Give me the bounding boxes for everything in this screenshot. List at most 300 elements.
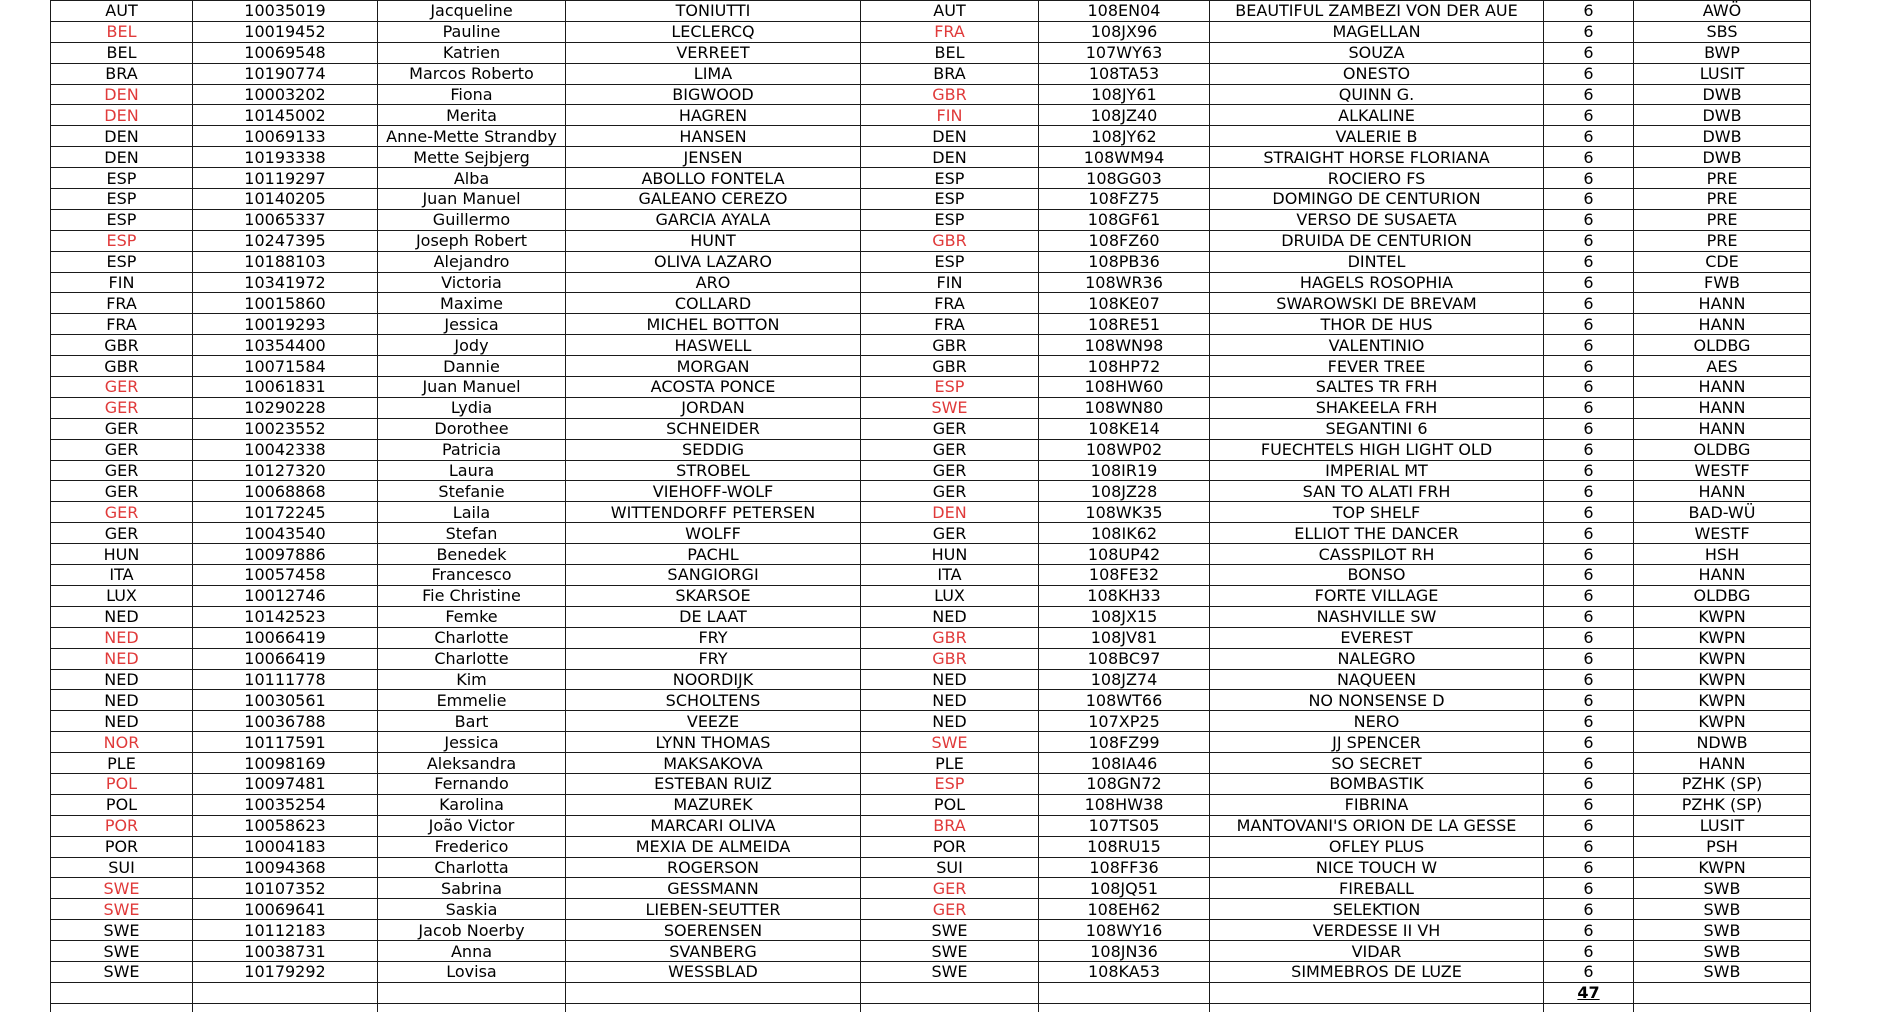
rider-first-name-cell: Juan Manuel (378, 377, 566, 398)
horse-age-cell: 6 (1544, 251, 1634, 272)
horse-name-cell: NICE TOUCH W (1210, 857, 1544, 878)
studbook-cell: FWB (1634, 272, 1811, 293)
horse-name-cell: ELLIOT THE DANCER (1210, 523, 1544, 544)
rider-nation-cell: AUT (51, 1, 193, 22)
rider-nation-cell: FIN (51, 272, 193, 293)
rider-fei-id-cell: 10112183 (193, 920, 378, 941)
table-row (51, 84, 1811, 105)
horse-fei-id-cell: 108TA53 (1039, 63, 1210, 84)
horse-age-cell: 6 (1544, 272, 1634, 293)
table-row (51, 105, 1811, 126)
horse-name-cell: SOUZA (1210, 42, 1544, 63)
horse-age-cell: 6 (1544, 168, 1634, 189)
horse-name-cell: DOMINGO DE CENTURION (1210, 189, 1544, 210)
horse-fei-id-cell: 108WY16 (1039, 920, 1210, 941)
rider-last-name-cell: COLLARD (566, 293, 861, 314)
table-row (51, 606, 1811, 627)
rider-first-name-cell: Lovisa (378, 961, 566, 982)
horse-name-cell: BONSO (1210, 565, 1544, 586)
rider-fei-id-cell: 10003202 (193, 84, 378, 105)
horse-age-cell: 6 (1544, 711, 1634, 732)
rider-last-name-cell: MEXIA DE ALMEIDA (566, 836, 861, 857)
studbook-cell: PRE (1634, 168, 1811, 189)
rider-first-name-cell: Victoria (378, 272, 566, 293)
rider-first-name-cell: Bart (378, 711, 566, 732)
horse-age-cell: 6 (1544, 794, 1634, 815)
table-row (51, 126, 1811, 147)
competing-nation-cell: GER (861, 523, 1039, 544)
rider-first-name-cell: Katrien (378, 42, 566, 63)
rider-nation-cell: BEL (51, 42, 193, 63)
horse-fei-id-cell: 108FZ75 (1039, 189, 1210, 210)
competing-nation-cell: ESP (861, 377, 1039, 398)
studbook-cell: PRE (1634, 230, 1811, 251)
horse-fei-id-cell: 108WN80 (1039, 397, 1210, 418)
tail-cell (1039, 1003, 1210, 1012)
rider-first-name-cell: Femke (378, 606, 566, 627)
competing-nation-cell: DEN (861, 126, 1039, 147)
rider-nation-cell: SWE (51, 941, 193, 962)
rider-nation-cell: FRA (51, 293, 193, 314)
table-row (51, 1, 1811, 22)
rider-last-name-cell: ESTEBAN RUIZ (566, 773, 861, 794)
rider-fei-id-cell: 10012746 (193, 585, 378, 606)
horse-age-cell: 6 (1544, 1, 1634, 22)
tail-cell (51, 1003, 193, 1012)
horse-name-cell: SAN TO ALATI FRH (1210, 481, 1544, 502)
studbook-cell: HANN (1634, 314, 1811, 335)
table-row (51, 502, 1811, 523)
competing-nation-cell: ESP (861, 168, 1039, 189)
horse-fei-id-cell: 107TS05 (1039, 815, 1210, 836)
horse-name-cell: ALKALINE (1210, 105, 1544, 126)
rider-fei-id-cell: 10354400 (193, 335, 378, 356)
horse-age-cell: 6 (1544, 753, 1634, 774)
studbook-cell: HANN (1634, 481, 1811, 502)
studbook-cell: KWPN (1634, 606, 1811, 627)
competing-nation-cell: NED (861, 669, 1039, 690)
rider-first-name-cell: Joseph Robert (378, 230, 566, 251)
table-row (51, 794, 1811, 815)
studbook-cell: OLDBG (1634, 585, 1811, 606)
table-row (51, 627, 1811, 648)
horse-age-cell: 6 (1544, 63, 1634, 84)
studbook-cell: BWP (1634, 42, 1811, 63)
competing-nation-cell: FRA (861, 293, 1039, 314)
rider-fei-id-cell: 10069641 (193, 899, 378, 920)
rider-nation-cell: POR (51, 836, 193, 857)
horse-fei-id-cell: 108WM94 (1039, 147, 1210, 168)
horse-fei-id-cell: 108HW38 (1039, 794, 1210, 815)
table-row (51, 941, 1811, 962)
studbook-cell: HANN (1634, 565, 1811, 586)
rider-first-name-cell: Kim (378, 669, 566, 690)
horse-fei-id-cell: 108WP02 (1039, 439, 1210, 460)
rider-fei-id-cell: 10038731 (193, 941, 378, 962)
table-row (51, 356, 1811, 377)
rider-fei-id-cell: 10127320 (193, 460, 378, 481)
horse-fei-id-cell: 108KE07 (1039, 293, 1210, 314)
horse-fei-id-cell: 108WR36 (1039, 272, 1210, 293)
horse-fei-id-cell: 107WY63 (1039, 42, 1210, 63)
table-row (51, 481, 1811, 502)
horse-name-cell: VALENTINIO (1210, 335, 1544, 356)
rider-fei-id-cell: 10145002 (193, 105, 378, 126)
rider-last-name-cell: GARCIA AYALA (566, 209, 861, 230)
competing-nation-cell: ESP (861, 209, 1039, 230)
rider-fei-id-cell: 10188103 (193, 251, 378, 272)
rider-last-name-cell: SANGIORGI (566, 565, 861, 586)
rider-last-name-cell: HANSEN (566, 126, 861, 147)
horse-fei-id-cell: 108RU15 (1039, 836, 1210, 857)
horse-fei-id-cell: 108JZ74 (1039, 669, 1210, 690)
studbook-cell: WESTF (1634, 523, 1811, 544)
studbook-cell: OLDBG (1634, 335, 1811, 356)
studbook-cell: LUSIT (1634, 815, 1811, 836)
rider-fei-id-cell: 10042338 (193, 439, 378, 460)
competing-nation-cell: BRA (861, 815, 1039, 836)
competing-nation-cell: FIN (861, 272, 1039, 293)
horse-fei-id-cell: 108FZ60 (1039, 230, 1210, 251)
rider-fei-id-cell: 10023552 (193, 418, 378, 439)
rider-first-name-cell: Jessica (378, 732, 566, 753)
studbook-cell: SWB (1634, 920, 1811, 941)
rider-fei-id-cell: 10058623 (193, 815, 378, 836)
studbook-cell: AWÖ (1634, 1, 1811, 22)
horse-name-cell: ROCIERO FS (1210, 168, 1544, 189)
horse-age-cell: 6 (1544, 648, 1634, 669)
horse-age-cell: 6 (1544, 606, 1634, 627)
total-empty-cell (378, 982, 566, 1003)
horse-fei-id-cell: 108GN72 (1039, 773, 1210, 794)
rider-last-name-cell: STROBEL (566, 460, 861, 481)
rider-first-name-cell: Emmelie (378, 690, 566, 711)
rider-last-name-cell: FRY (566, 648, 861, 669)
competing-nation-cell: GBR (861, 627, 1039, 648)
competing-nation-cell: GER (861, 418, 1039, 439)
rider-first-name-cell: Fernando (378, 773, 566, 794)
studbook-cell: DWB (1634, 126, 1811, 147)
horse-age-cell: 6 (1544, 377, 1634, 398)
horse-fei-id-cell: 108FF36 (1039, 857, 1210, 878)
horse-age-cell: 6 (1544, 565, 1634, 586)
competing-nation-cell: GER (861, 878, 1039, 899)
horse-name-cell: SO SECRET (1210, 753, 1544, 774)
rider-nation-cell: HUN (51, 544, 193, 565)
rider-first-name-cell: Pauline (378, 21, 566, 42)
studbook-cell: HANN (1634, 397, 1811, 418)
horse-age-cell: 6 (1544, 356, 1634, 377)
studbook-cell: KWPN (1634, 711, 1811, 732)
rider-last-name-cell: BIGWOOD (566, 84, 861, 105)
competing-nation-cell: PLE (861, 753, 1039, 774)
rider-nation-cell: ESP (51, 189, 193, 210)
competing-nation-cell: BEL (861, 42, 1039, 63)
horse-age-cell: 6 (1544, 878, 1634, 899)
rider-fei-id-cell: 10035254 (193, 794, 378, 815)
horse-name-cell: FUECHTELS HIGH LIGHT OLD (1210, 439, 1544, 460)
horse-name-cell: SEGANTINI 6 (1210, 418, 1544, 439)
total-count: 47 (1544, 982, 1634, 1003)
horse-age-cell: 6 (1544, 439, 1634, 460)
studbook-cell: PZHK (SP) (1634, 794, 1811, 815)
rider-nation-cell: ESP (51, 168, 193, 189)
table-row (51, 544, 1811, 565)
rider-first-name-cell: Dorothee (378, 418, 566, 439)
horse-name-cell: EVEREST (1210, 627, 1544, 648)
rider-fei-id-cell: 10015860 (193, 293, 378, 314)
rider-fei-id-cell: 10043540 (193, 523, 378, 544)
table-row (51, 189, 1811, 210)
competing-nation-cell: GBR (861, 335, 1039, 356)
rider-nation-cell: DEN (51, 126, 193, 147)
rider-fei-id-cell: 10019452 (193, 21, 378, 42)
rider-last-name-cell: HUNT (566, 230, 861, 251)
rider-fei-id-cell: 10066419 (193, 627, 378, 648)
horse-age-cell: 6 (1544, 669, 1634, 690)
competing-nation-cell: GER (861, 460, 1039, 481)
horse-name-cell: VIDAR (1210, 941, 1544, 962)
competing-nation-cell: GBR (861, 356, 1039, 377)
horse-age-cell: 6 (1544, 42, 1634, 63)
horse-name-cell: NALEGRO (1210, 648, 1544, 669)
horse-age-cell: 6 (1544, 84, 1634, 105)
horse-fei-id-cell: 108JY62 (1039, 126, 1210, 147)
competing-nation-cell: FIN (861, 105, 1039, 126)
horse-fei-id-cell: 108JQ51 (1039, 878, 1210, 899)
table-row (51, 147, 1811, 168)
table-row (51, 732, 1811, 753)
rider-last-name-cell: SOERENSEN (566, 920, 861, 941)
rider-fei-id-cell: 10068868 (193, 481, 378, 502)
rider-nation-cell: GER (51, 377, 193, 398)
rider-nation-cell: NED (51, 669, 193, 690)
rider-first-name-cell: Aleksandra (378, 753, 566, 774)
rider-nation-cell: DEN (51, 147, 193, 168)
horse-name-cell: BEAUTIFUL ZAMBEZI VON DER AUE (1210, 1, 1544, 22)
competing-nation-cell: FRA (861, 314, 1039, 335)
rider-fei-id-cell: 10172245 (193, 502, 378, 523)
rider-first-name-cell: Laura (378, 460, 566, 481)
total-empty-cell (1039, 982, 1210, 1003)
competing-nation-cell: ESP (861, 189, 1039, 210)
rider-last-name-cell: MAKSAKOVA (566, 753, 861, 774)
horse-age-cell: 6 (1544, 126, 1634, 147)
rider-last-name-cell: ROGERSON (566, 857, 861, 878)
horse-name-cell: DRUIDA DE CENTURION (1210, 230, 1544, 251)
rider-last-name-cell: ACOSTA PONCE (566, 377, 861, 398)
horse-fei-id-cell: 108JZ28 (1039, 481, 1210, 502)
rider-first-name-cell: Jody (378, 335, 566, 356)
horse-fei-id-cell: 108KA53 (1039, 961, 1210, 982)
studbook-cell: PRE (1634, 189, 1811, 210)
rider-fei-id-cell: 10019293 (193, 314, 378, 335)
horse-age-cell: 6 (1544, 941, 1634, 962)
rider-first-name-cell: Dannie (378, 356, 566, 377)
horse-name-cell: FORTE VILLAGE (1210, 585, 1544, 606)
horse-name-cell: FIREBALL (1210, 878, 1544, 899)
horse-age-cell: 6 (1544, 585, 1634, 606)
rider-fei-id-cell: 10061831 (193, 377, 378, 398)
rider-nation-cell: GER (51, 481, 193, 502)
rider-first-name-cell: Lydia (378, 397, 566, 418)
total-empty-cell (193, 982, 378, 1003)
rider-first-name-cell: Laila (378, 502, 566, 523)
horse-age-cell: 6 (1544, 481, 1634, 502)
total-row (51, 982, 1811, 1003)
rider-first-name-cell: Alba (378, 168, 566, 189)
rider-nation-cell: NED (51, 606, 193, 627)
total-empty-cell (1634, 982, 1811, 1003)
rider-fei-id-cell: 10035019 (193, 1, 378, 22)
rider-last-name-cell: MARCARI OLIVA (566, 815, 861, 836)
tail-cell (193, 1003, 378, 1012)
rider-last-name-cell: MORGAN (566, 356, 861, 377)
rider-nation-cell: SWE (51, 899, 193, 920)
rider-first-name-cell: Stefan (378, 523, 566, 544)
rider-first-name-cell: Jessica (378, 314, 566, 335)
horse-name-cell: NASHVILLE SW (1210, 606, 1544, 627)
horse-name-cell: SIMMEBROS DE LUZE (1210, 961, 1544, 982)
rider-first-name-cell: Guillermo (378, 209, 566, 230)
table-row (51, 899, 1811, 920)
rider-fei-id-cell: 10036788 (193, 711, 378, 732)
table-row (51, 815, 1811, 836)
competing-nation-cell: GER (861, 899, 1039, 920)
rider-last-name-cell: HASWELL (566, 335, 861, 356)
rider-fei-id-cell: 10193338 (193, 147, 378, 168)
competing-nation-cell: NED (861, 606, 1039, 627)
horse-name-cell: BOMBASTIK (1210, 773, 1544, 794)
horse-fei-id-cell: 108PB36 (1039, 251, 1210, 272)
rider-fei-id-cell: 10290228 (193, 397, 378, 418)
rider-nation-cell: NOR (51, 732, 193, 753)
rider-nation-cell: GER (51, 502, 193, 523)
rider-last-name-cell: OLIVA LAZARO (566, 251, 861, 272)
rider-fei-id-cell: 10004183 (193, 836, 378, 857)
rider-first-name-cell: Jacqueline (378, 1, 566, 22)
studbook-cell: AES (1634, 356, 1811, 377)
rider-last-name-cell: LIEBEN-SEUTTER (566, 899, 861, 920)
tail-cell (566, 1003, 861, 1012)
competing-nation-cell: ESP (861, 251, 1039, 272)
table-row (51, 669, 1811, 690)
horse-name-cell: HAGELS ROSOPHIA (1210, 272, 1544, 293)
rider-first-name-cell: Fiona (378, 84, 566, 105)
rider-last-name-cell: WESSBLAD (566, 961, 861, 982)
rider-last-name-cell: ARO (566, 272, 861, 293)
rider-first-name-cell: Merita (378, 105, 566, 126)
rider-first-name-cell: Karolina (378, 794, 566, 815)
horse-age-cell: 6 (1544, 209, 1634, 230)
rider-last-name-cell: GALEANO CEREZO (566, 189, 861, 210)
rider-nation-cell: NED (51, 648, 193, 669)
competing-nation-cell: AUT (861, 1, 1039, 22)
studbook-cell: PZHK (SP) (1634, 773, 1811, 794)
table-row (51, 961, 1811, 982)
competing-nation-cell: LUX (861, 585, 1039, 606)
horse-age-cell: 6 (1544, 314, 1634, 335)
horse-name-cell: NO NONSENSE D (1210, 690, 1544, 711)
horse-name-cell: SALTES TR FRH (1210, 377, 1544, 398)
studbook-cell: SWB (1634, 961, 1811, 982)
rider-nation-cell: POL (51, 773, 193, 794)
rider-last-name-cell: DE LAAT (566, 606, 861, 627)
horse-age-cell: 6 (1544, 189, 1634, 210)
horse-fei-id-cell: 108JX15 (1039, 606, 1210, 627)
rider-nation-cell: LUX (51, 585, 193, 606)
table-row (51, 397, 1811, 418)
rider-last-name-cell: TONIUTTI (566, 1, 861, 22)
rider-fei-id-cell: 10247395 (193, 230, 378, 251)
rider-first-name-cell: Alejandro (378, 251, 566, 272)
competing-nation-cell: FRA (861, 21, 1039, 42)
table-row (51, 857, 1811, 878)
rider-first-name-cell: Charlotte (378, 648, 566, 669)
table-row (51, 439, 1811, 460)
horse-name-cell: CASSPILOT RH (1210, 544, 1544, 565)
horse-age-cell: 6 (1544, 961, 1634, 982)
studbook-cell: SWB (1634, 899, 1811, 920)
rider-nation-cell: BEL (51, 21, 193, 42)
table-row (51, 335, 1811, 356)
horse-age-cell: 6 (1544, 460, 1634, 481)
competing-nation-cell: POR (861, 836, 1039, 857)
rider-nation-cell: GER (51, 397, 193, 418)
rider-first-name-cell: João Victor (378, 815, 566, 836)
horse-fei-id-cell: 108JN36 (1039, 941, 1210, 962)
rider-nation-cell: GER (51, 418, 193, 439)
table-row (51, 209, 1811, 230)
rider-first-name-cell: Charlotta (378, 857, 566, 878)
competing-nation-cell: ESP (861, 773, 1039, 794)
horse-fei-id-cell: 108JY61 (1039, 84, 1210, 105)
rider-nation-cell: NED (51, 711, 193, 732)
rider-nation-cell: SWE (51, 920, 193, 941)
horse-age-cell: 6 (1544, 335, 1634, 356)
competing-nation-cell: HUN (861, 544, 1039, 565)
table-row (51, 773, 1811, 794)
horse-fei-id-cell: 108FE32 (1039, 565, 1210, 586)
studbook-cell: SWB (1634, 941, 1811, 962)
rider-fei-id-cell: 10057458 (193, 565, 378, 586)
total-empty-cell (861, 982, 1039, 1003)
competing-nation-cell: SWE (861, 941, 1039, 962)
studbook-cell: DWB (1634, 147, 1811, 168)
tail-cell (1544, 1003, 1634, 1012)
horse-fei-id-cell: 108UP42 (1039, 544, 1210, 565)
competing-nation-cell: NED (861, 690, 1039, 711)
studbook-cell: BAD-WÜ (1634, 502, 1811, 523)
horse-fei-id-cell: 108KH33 (1039, 585, 1210, 606)
horse-name-cell: SWAROWSKI DE BREVAM (1210, 293, 1544, 314)
rider-last-name-cell: VERREET (566, 42, 861, 63)
total-empty-cell (566, 982, 861, 1003)
horse-fei-id-cell: 108JX96 (1039, 21, 1210, 42)
horse-age-cell: 6 (1544, 773, 1634, 794)
total-empty-cell (51, 982, 193, 1003)
rider-fei-id-cell: 10341972 (193, 272, 378, 293)
studbook-cell: KWPN (1634, 669, 1811, 690)
rider-fei-id-cell: 10098169 (193, 753, 378, 774)
horse-age-cell: 6 (1544, 857, 1634, 878)
competing-nation-cell: ITA (861, 565, 1039, 586)
rider-fei-id-cell: 10142523 (193, 606, 378, 627)
horse-fei-id-cell: 108WK35 (1039, 502, 1210, 523)
rider-nation-cell: SWE (51, 878, 193, 899)
studbook-cell: WESTF (1634, 460, 1811, 481)
studbook-cell: SBS (1634, 21, 1811, 42)
